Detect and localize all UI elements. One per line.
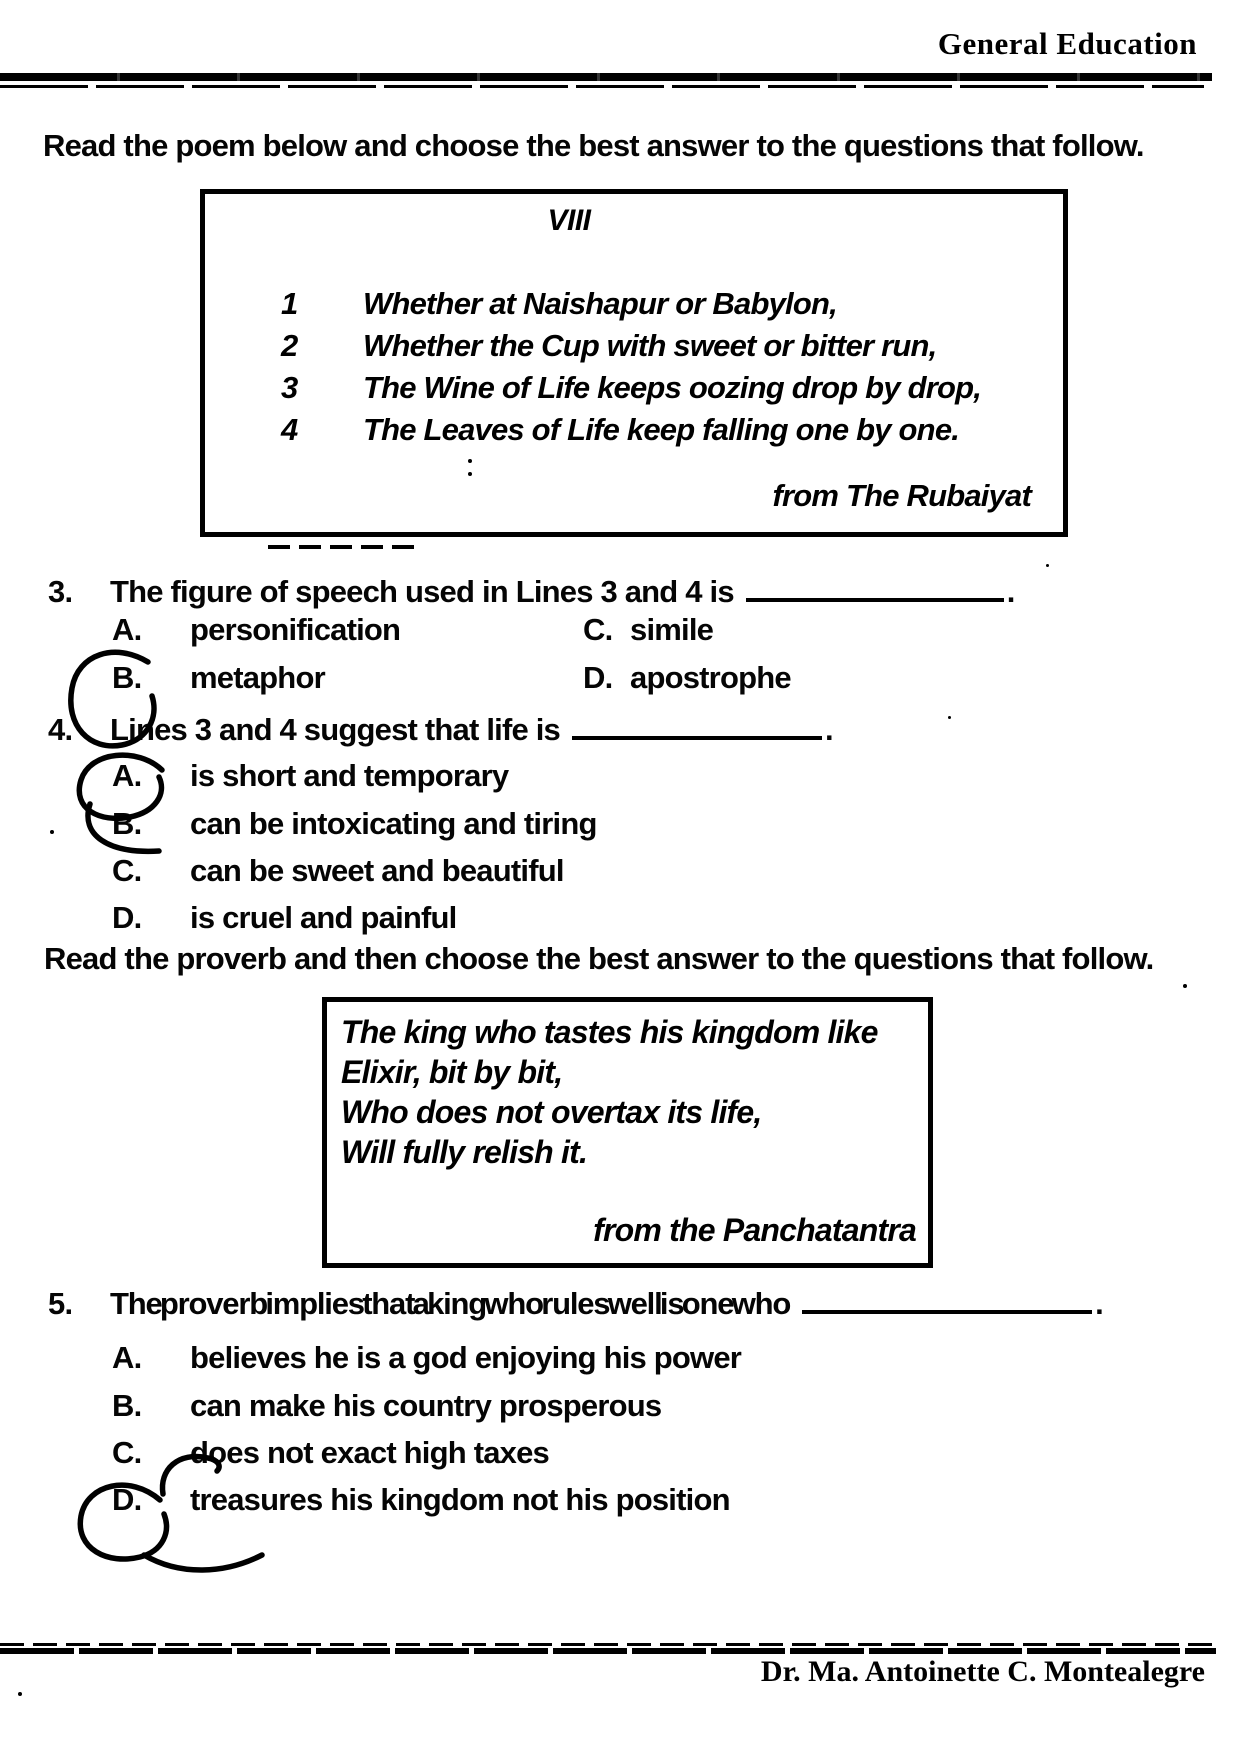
question-3-options-row-1 bbox=[112, 612, 714, 648]
question-5-option-b bbox=[112, 1388, 661, 1424]
poem-line bbox=[281, 328, 936, 364]
poem-instruction: Read the poem below and choose the best answer to the questions that follow. bbox=[43, 128, 1144, 163]
poem-line bbox=[281, 412, 959, 448]
question-text: The proverb implies that a king who rules well is one who bbox=[110, 1286, 791, 1321]
answer-blank bbox=[746, 591, 1004, 602]
option-text: metaphor bbox=[190, 660, 325, 695]
poem-line-number: 2 bbox=[281, 328, 298, 363]
question-4-option-d bbox=[112, 900, 457, 936]
poem-line-text: Whether the Cup with sweet or bitter run, bbox=[363, 328, 937, 363]
scan-speck bbox=[1183, 984, 1187, 988]
option-text: is cruel and painful bbox=[190, 900, 457, 935]
footer-rule-thin bbox=[0, 1643, 1216, 1646]
proverb-line: Elixir, bit by bit, bbox=[341, 1054, 563, 1090]
question-number: 3. bbox=[48, 574, 73, 609]
question-3-options-row-2 bbox=[112, 660, 791, 696]
question-4 bbox=[48, 712, 833, 748]
option-text: is short and temporary bbox=[190, 758, 509, 793]
question-4-option-c bbox=[112, 853, 564, 889]
poem-box bbox=[200, 189, 1068, 537]
option-label: D. bbox=[112, 1482, 142, 1517]
proverb-instruction: Read the proverb and then choose the best answer to the questions that follow. bbox=[44, 941, 1154, 976]
option-text: can be intoxicating and tiring bbox=[190, 806, 597, 841]
option-label: A. bbox=[112, 612, 142, 647]
option-label: A. bbox=[112, 758, 142, 793]
poem-title: VIII bbox=[547, 204, 591, 237]
option-label: D. bbox=[583, 660, 613, 695]
option-label: B. bbox=[112, 806, 142, 841]
question-number: 4. bbox=[48, 712, 73, 747]
scan-speck bbox=[468, 459, 472, 463]
option-label: C. bbox=[583, 612, 613, 647]
poem-line-text: Whether at Naishapur or Babylon, bbox=[363, 286, 837, 321]
proverb-attribution: from the Panchatantra bbox=[593, 1212, 916, 1248]
header-rule-thin bbox=[0, 85, 1204, 88]
blank-terminator: . bbox=[824, 712, 833, 747]
option-label: D. bbox=[112, 900, 142, 935]
blank-terminator: . bbox=[1095, 1286, 1103, 1321]
blank-terminator: . bbox=[1006, 574, 1015, 609]
scan-speck bbox=[468, 472, 472, 476]
poem-line-number: 3 bbox=[281, 370, 298, 405]
option-text: apostrophe bbox=[630, 660, 791, 695]
poem-line-number: 1 bbox=[281, 286, 298, 321]
poem-line bbox=[281, 286, 837, 322]
scan-speck bbox=[948, 716, 951, 719]
question-4-option-a bbox=[112, 758, 508, 794]
answer-blank bbox=[572, 729, 822, 740]
header-rule-thick bbox=[0, 73, 1212, 81]
question-5-option-a bbox=[112, 1340, 741, 1376]
option-text: believes he is a god enjoying his power bbox=[190, 1340, 742, 1375]
footer-author: Dr. Ma. Antoinette C. Montealegre bbox=[760, 1655, 1205, 1688]
footer-rule-thick bbox=[0, 1648, 1216, 1654]
question-5-option-d bbox=[112, 1482, 730, 1518]
option-text: treasures his kingdom not his position bbox=[190, 1482, 730, 1517]
scan-speck bbox=[18, 1692, 22, 1696]
option-label: A. bbox=[112, 1340, 142, 1375]
poem-line-number: 4 bbox=[281, 412, 298, 447]
question-3 bbox=[48, 574, 1015, 610]
proverb-line: Who does not overtax its life, bbox=[341, 1094, 762, 1130]
answer-blank bbox=[802, 1303, 1092, 1314]
question-4-option-b bbox=[112, 806, 597, 842]
option-label: B. bbox=[112, 660, 142, 695]
proverb-line: Will fully relish it. bbox=[341, 1134, 588, 1170]
question-5-option-c bbox=[112, 1435, 549, 1471]
option-text: can make his country prosperous bbox=[190, 1388, 662, 1423]
proverb-line: The king who tastes his kingdom like bbox=[341, 1014, 878, 1050]
question-text: Lines 3 and 4 suggest that life is bbox=[110, 712, 560, 747]
option-label: C. bbox=[112, 853, 142, 888]
question-5 bbox=[48, 1286, 1103, 1322]
scan-artifact-line bbox=[268, 545, 414, 549]
proverb-box bbox=[322, 997, 933, 1268]
poem-attribution: from The Rubaiyat bbox=[772, 478, 1031, 513]
poem-line-text: The Leaves of Life keep falling one by one. bbox=[363, 412, 960, 447]
option-text: can be sweet and beautiful bbox=[190, 853, 564, 888]
option-text: does not exact high taxes bbox=[190, 1435, 549, 1470]
poem-line-text: The Wine of Life keeps oozing drop by drop, bbox=[363, 370, 982, 405]
question-number: 5. bbox=[48, 1286, 73, 1321]
question-text: The figure of speech used in Lines 3 and 4 is bbox=[110, 574, 734, 609]
scan-speck bbox=[1046, 564, 1049, 567]
option-label: B. bbox=[112, 1388, 142, 1423]
scan-speck bbox=[50, 830, 54, 834]
option-text: simile bbox=[630, 612, 714, 647]
option-label: C. bbox=[112, 1435, 142, 1470]
poem-line bbox=[281, 370, 981, 406]
page-header-title: General Education bbox=[937, 26, 1197, 61]
option-text: personification bbox=[190, 612, 401, 647]
